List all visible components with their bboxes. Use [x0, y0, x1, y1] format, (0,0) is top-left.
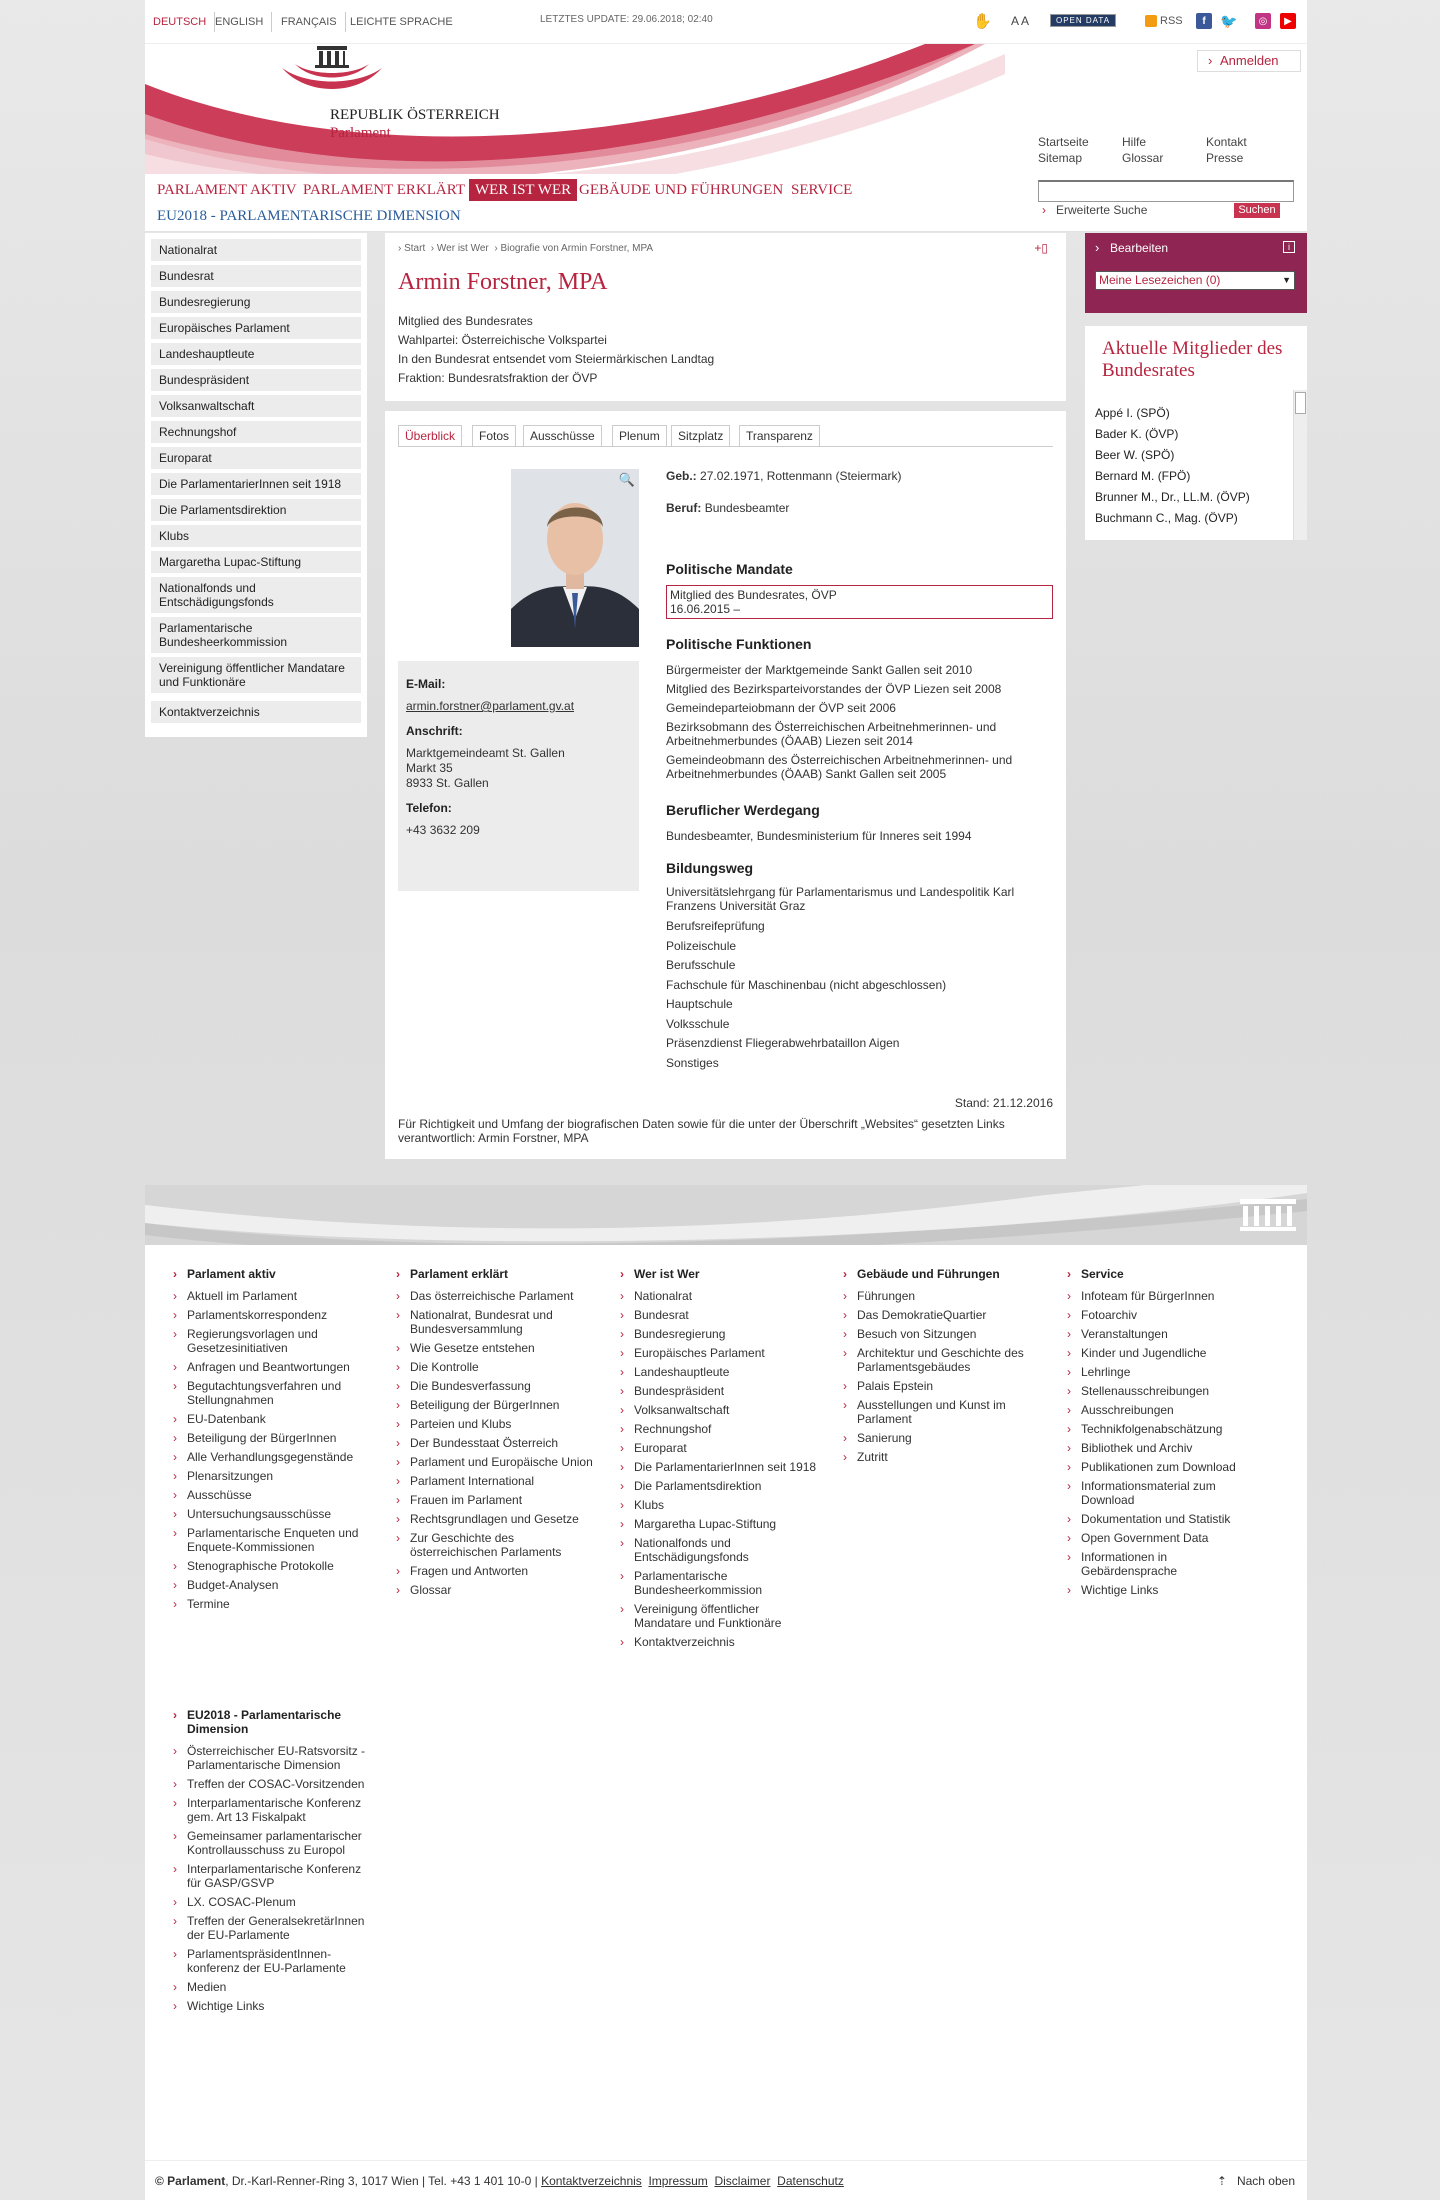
footer-link[interactable]: › Fotoarchiv: [1081, 1308, 1266, 1322]
member-item[interactable]: Brunner M., Dr., LL.M. (ÖVP): [1095, 490, 1250, 504]
hilfe-link[interactable]: Hilfe: [1122, 135, 1147, 149]
footer-link[interactable]: › Europäisches Parlament: [634, 1346, 819, 1360]
footer-link[interactable]: › Open Government Data: [1081, 1531, 1266, 1545]
sidebar-item-europarat[interactable]: Europarat: [151, 447, 361, 469]
profession-info: [666, 501, 1053, 515]
education-item-6: Hauptschule: [666, 997, 733, 1011]
footer-link[interactable]: › Aktuell im Parlament: [187, 1289, 372, 1303]
footer-link[interactable]: › Parlament und Europäische Union: [410, 1455, 595, 1469]
breadcrumb-current: Biografie von Armin Forstner, MPA: [500, 243, 654, 254]
sitemap-link[interactable]: Sitemap: [1038, 151, 1083, 165]
portrait-illustration: [511, 469, 639, 647]
birth-label: Geb.:: [666, 469, 697, 483]
footer-link[interactable]: › Medien: [187, 1980, 372, 1994]
breadcrumb: › Start › Wer ist Wer › Biografie von Armin Forstner, MPA: [398, 243, 654, 254]
copyright-brand: © Parlament: [155, 2174, 226, 2188]
education-item-7: Volksschule: [666, 1017, 730, 1031]
sidebar-item-bundesheerkommission[interactable]: Parlamentarische Bundesheerkommission: [151, 617, 361, 653]
footer-swoosh-graphic: [145, 1185, 1307, 1245]
footer-link[interactable]: › Parlamentskorrespondenz: [187, 1308, 372, 1322]
back-to-top-link[interactable]: [1217, 2161, 1295, 2200]
footer-link[interactable]: › Bundesregierung: [634, 1327, 819, 1341]
footer-link[interactable]: › Rechnungshof: [634, 1422, 819, 1436]
member-item[interactable]: Bernard M. (FPÖ): [1095, 469, 1191, 483]
education-item-3: Polizeischule: [666, 939, 737, 953]
footer-link[interactable]: › Beteiligung der BürgerInnen: [187, 1431, 372, 1445]
footer-link[interactable]: › Parlament International: [410, 1474, 595, 1488]
profession-value: Bundesbeamter: [704, 501, 790, 515]
footer-link[interactable]: › Ausschüsse: [187, 1488, 372, 1502]
footer-link[interactable]: › Begutachtungsverfahren und Stellungnahmen: [187, 1379, 372, 1407]
content-layer: [145, 0, 1307, 2200]
person-info-4: Fraktion: Bundesratsfraktion der ÖVP: [398, 371, 598, 385]
sidebar-item-landeshauptleute[interactable]: Landeshauptleute: [151, 343, 361, 365]
footer-link[interactable]: › Rechtsgrundlagen und Gesetze: [410, 1512, 595, 1526]
instagram-icon[interactable]: ◎: [1255, 13, 1271, 29]
footer-link[interactable]: › Die Bundesverfassung: [410, 1379, 595, 1393]
subnav-eu2018[interactable]: EU2018 - PARLAMENTARISCHE DIMENSION: [157, 208, 461, 224]
bookmarks-select[interactable]: [1095, 271, 1295, 290]
footer-link[interactable]: › Alle Verhandlungsgegenstände: [187, 1450, 372, 1464]
address-label: Anschrift:: [406, 724, 463, 738]
function-item-5: Gemeindeobmann des Österreichischen Arbeitnehmerinnen- und Arbeitnehmerbundes (ÖAAB) Sankt Gallen seit 2005: [666, 753, 1013, 781]
person-info-1: Mitglied des Bundesrates: [398, 314, 533, 328]
footer-link[interactable]: › Untersuchungsausschüsse: [187, 1507, 372, 1521]
footer-link[interactable]: › Parteien und Klubs: [410, 1417, 595, 1431]
footer-heading-wer[interactable]: › Wer ist Wer: [634, 1267, 819, 1281]
person-info-2: Wahlpartei: Österreichische Volkspartei: [398, 333, 607, 347]
function-item-3: Gemeindeparteiobmann der ÖVP seit 2006: [666, 701, 896, 715]
footer-link[interactable]: › Wichtige Links: [187, 1999, 372, 2013]
footer-link[interactable]: › Treffen der GeneralsekretärInnen der EU-Parlamente: [187, 1914, 372, 1942]
font-size-toggle[interactable]: A A: [1011, 14, 1030, 28]
footer-link[interactable]: › Die Parlamentsdirektion: [634, 1479, 819, 1493]
scroll-thumb[interactable]: [1295, 392, 1306, 414]
footer-link[interactable]: › Interparlamentarische Konferenz für GASP/GSVP: [187, 1862, 372, 1890]
advanced-search-label: Erweiterte Suche: [1056, 203, 1148, 217]
impressum-link[interactable]: Impressum: [648, 2174, 708, 2188]
footer-link[interactable]: › Stenographische Protokolle: [187, 1559, 372, 1573]
portrait-photo[interactable]: [511, 469, 639, 647]
member-item[interactable]: Buchmann C., Mag. (ÖVP): [1095, 511, 1238, 525]
address-line-1: Marktgemeindeamt St. Gallen: [406, 746, 565, 760]
footer-link[interactable]: › Die ParlamentarierInnen seit 1918: [634, 1460, 819, 1474]
nav-parlament-aktiv[interactable]: PARLAMENT AKTIV: [157, 182, 297, 198]
footer-heading-erklaert[interactable]: › Parlament erklärt: [410, 1267, 595, 1281]
footer-link[interactable]: › Ausschreibungen: [1081, 1403, 1266, 1417]
members-title: Aktuelle Mitglieder des Bundesrates: [1102, 338, 1283, 381]
sidebar-item-volksanwaltschaft[interactable]: Volksanwaltschaft: [151, 395, 361, 417]
footer: [145, 1245, 1307, 2160]
education-item-2: Berufsreifeprüfung: [666, 919, 765, 933]
chevron-right-icon: ›: [1208, 53, 1213, 68]
footer-link[interactable]: › Gemeinsamer parlamentarischer Kontrollausschuss zu Europol: [187, 1829, 372, 1857]
footer-link[interactable]: › Informationsmaterial zum Download: [1081, 1479, 1266, 1507]
lang-english[interactable]: ENGLISH: [207, 12, 272, 32]
kontaktverzeichnis-link[interactable]: Kontaktverzeichnis: [541, 2174, 642, 2188]
last-update: LETZTES UPDATE: 29.06.2018; 02:40: [540, 14, 713, 25]
profession-label: Beruf:: [666, 501, 702, 515]
logo-line1: REPUBLIK ÖSTERREICH: [330, 107, 500, 123]
open-data-badge[interactable]: OPEN DATA: [1050, 14, 1116, 27]
footer-link[interactable]: › Landeshauptleute: [634, 1365, 819, 1379]
birth-value: 27.02.1971, Rottenmann (Steiermark): [700, 469, 902, 483]
footer-col-parlament-erklaert: [410, 1267, 595, 1602]
footer-link[interactable]: › Wichtige Links: [1081, 1583, 1266, 1597]
logo-line2: Parlament: [330, 125, 391, 141]
biography-panel: [385, 411, 1066, 1159]
sidebar-item-europaeisches-parlament[interactable]: Europäisches Parlament: [151, 317, 361, 339]
kontakt-link[interactable]: Kontakt: [1206, 135, 1247, 149]
lang-leichte-sprache[interactable]: LEICHTE SPRACHE: [350, 16, 453, 28]
footer-link[interactable]: › Veranstaltungen: [1081, 1327, 1266, 1341]
footer-link[interactable]: › Palais Epstein: [857, 1379, 1042, 1393]
career-heading: Beruflicher Werdegang: [666, 802, 820, 818]
footer-link[interactable]: › Plenarsitzungen: [187, 1469, 372, 1483]
mandates-heading: Politische Mandate: [666, 561, 793, 577]
footer-link[interactable]: › Bundesrat: [634, 1308, 819, 1322]
footer-heading-aktiv[interactable]: › Parlament aktiv: [187, 1267, 372, 1281]
bottom-address: , Dr.-Karl-Renner-Ring 3, 1017 Wien | Tel. +43 1 401 10-0 |: [225, 2174, 538, 2188]
education-item-8: Präsenzdienst Fliegerabwehrbataillon Aigen: [666, 1036, 900, 1050]
footer-link[interactable]: › Vereinigung öffentlicher Mandatare und Funktionäre: [634, 1602, 819, 1630]
glossar-link[interactable]: Glossar: [1122, 151, 1164, 165]
footer-col-eu2018: [187, 1708, 372, 2018]
nav-parlament-erklaert[interactable]: PARLAMENT ERKLÄRT: [303, 182, 466, 198]
sidebar-item-rechnungshof[interactable]: Rechnungshof: [151, 421, 361, 443]
footer-link[interactable]: › Termine: [187, 1597, 372, 1611]
footer-banner: [145, 1185, 1307, 1245]
footer-link[interactable]: › Besuch von Sitzungen: [857, 1327, 1042, 1341]
person-info-3: In den Bundesrat entsendet vom Steiermärkischen Landtag: [398, 352, 715, 366]
education-item-4: Berufsschule: [666, 958, 736, 972]
arrow-up-icon: ⇡: [1216, 2174, 1227, 2188]
sidebar-item-vereinigung[interactable]: Vereinigung öffentlicher Mandatare und Funktionäre: [151, 657, 361, 693]
sidebar-item-parlamentsdirektion[interactable]: Die Parlamentsdirektion: [151, 499, 361, 521]
footer-link[interactable]: › Regierungsvorlagen und Gesetzesinitiativen: [187, 1327, 372, 1355]
twitter-icon[interactable]: 🐦: [1220, 12, 1238, 29]
members-list-panel: [1085, 326, 1307, 540]
datenschutz-link[interactable]: Datenschutz: [777, 2174, 844, 2188]
chevron-right-icon: ›: [1042, 203, 1046, 217]
sidebar-item-nationalrat[interactable]: Nationalrat: [151, 239, 361, 261]
footer-col-service: [1081, 1267, 1266, 1602]
youtube-icon[interactable]: ▶: [1280, 13, 1296, 29]
presse-link[interactable]: Presse: [1206, 151, 1244, 165]
footer-link[interactable]: › Parlamentarische Bundesheerkommission: [634, 1569, 819, 1597]
facebook-icon[interactable]: f: [1196, 13, 1212, 29]
footer-link[interactable]: › Zur Geschichte des österreichischen Parlaments: [410, 1531, 595, 1559]
footer-link[interactable]: › Frauen im Parlament: [410, 1493, 595, 1507]
search-button[interactable]: Suchen: [1234, 203, 1280, 218]
sidebar-item-nationalfonds[interactable]: Nationalfonds und Entschädigungsfonds: [151, 577, 361, 613]
disclaimer-link[interactable]: Disclaimer: [714, 2174, 771, 2188]
footer-link[interactable]: › Kinder und Jugendliche: [1081, 1346, 1266, 1360]
address-line-2: Markt 35: [406, 761, 453, 775]
lang-deutsch[interactable]: DEUTSCH: [145, 12, 215, 32]
info-icon[interactable]: i: [1283, 241, 1295, 253]
education-item-9: Sonstiges: [666, 1056, 719, 1070]
functions-heading: Politische Funktionen: [666, 636, 812, 652]
footer-link[interactable]: › Technikfolgenabschätzung: [1081, 1422, 1266, 1436]
footer-link[interactable]: › Lehrlinge: [1081, 1365, 1266, 1379]
left-sidebar: [145, 233, 367, 737]
footer-link[interactable]: › Budget-Analysen: [187, 1578, 372, 1592]
footer-link[interactable]: › Europarat: [634, 1441, 819, 1455]
footer-link[interactable]: › Wie Gesetze entstehen: [410, 1341, 595, 1355]
mandate-line-2: 16.06.2015 –: [670, 602, 741, 616]
stand-date: Stand: 21.12.2016: [954, 1096, 1053, 1110]
nav-wer-ist-wer[interactable]: WER IST WER: [469, 179, 577, 201]
function-item-1: Bürgermeister der Marktgemeinde Sankt Gallen seit 2010: [666, 663, 973, 677]
footer-link[interactable]: › Publikationen zum Download: [1081, 1460, 1266, 1474]
chevron-right-icon: ›: [1095, 240, 1100, 255]
address-line-3: 8933 St. Gallen: [406, 776, 489, 790]
function-item-2: Mitglied des Bezirksparteivorstandes der ÖVP Liezen seit 2008: [666, 682, 1002, 696]
footer-link[interactable]: › Dokumentation und Statistik: [1081, 1512, 1266, 1526]
birth-info: [666, 469, 1053, 483]
footer-col-gebaeude: [857, 1267, 1042, 1469]
footer-heading-service[interactable]: › Service: [1081, 1267, 1266, 1281]
mandate-line-1: Mitglied des Bundesrates, ÖVP: [670, 588, 837, 602]
footer-heading-gebaeude[interactable]: › Gebäude und Führungen: [857, 1267, 1042, 1281]
footer-link[interactable]: › Infoteam für BürgerInnen: [1081, 1289, 1266, 1303]
member-item[interactable]: Appé I. (SPÖ): [1095, 406, 1170, 420]
career-item-1: Bundesbeamter, Bundesministerium für Inneres seit 1994: [666, 829, 972, 843]
footer-link[interactable]: › Nationalrat, Bundesrat und Bundesversammlung: [410, 1308, 595, 1336]
footer-link[interactable]: › Ausstellungen und Kunst im Parlament: [857, 1398, 1042, 1426]
footer-link[interactable]: › Zutritt: [857, 1450, 1042, 1464]
email-link[interactable]: armin.forstner@parlament.gv.at: [406, 699, 575, 713]
mandate-box: [666, 585, 1053, 619]
tab-fotos[interactable]: Fotos: [472, 425, 516, 447]
bookmark-add-icon[interactable]: +▯: [1034, 241, 1048, 255]
back-to-top-label: Nach oben: [1236, 2174, 1295, 2188]
footer-link[interactable]: › Architektur und Geschichte des Parlamentsgebäudes: [857, 1346, 1042, 1374]
footer-link[interactable]: › Anfragen und Beantwortungen: [187, 1360, 372, 1374]
footer-link[interactable]: › Das DemokratieQuartier: [857, 1308, 1042, 1322]
sidebar-item-lupac-stiftung[interactable]: Margaretha Lupac-Stiftung: [151, 551, 361, 573]
footer-link[interactable]: › Österreichischer EU-Ratsvorsitz - Parlamentarische Dimension: [187, 1744, 372, 1772]
breadcrumb-wer-ist-wer[interactable]: Wer ist Wer: [436, 243, 489, 254]
function-item-4: Bezirksobmann des Österreichischen Arbeitnehmerinnen- und Arbeitnehmerbundes (ÖAAB) Liezen seit 2014: [666, 720, 997, 748]
footer-link[interactable]: › Volksanwaltschaft: [634, 1403, 819, 1417]
disclaimer-text: Für Richtigkeit und Umfang der biografischen Daten sowie für die unter der Überschrift „Websites“ gesetzten Links verantwortlich: Armin Forstner, MPA: [398, 1117, 1005, 1145]
bottom-bar: [145, 2160, 1307, 2200]
footer-link[interactable]: › Führungen: [857, 1289, 1042, 1303]
email-label: E-Mail:: [406, 677, 446, 691]
sidebar-item-kontaktverzeichnis[interactable]: Kontaktverzeichnis: [151, 701, 361, 723]
footer-link[interactable]: › EU-Datenbank: [187, 1412, 372, 1426]
contact-box: [398, 661, 639, 891]
startseite-link[interactable]: Startseite: [1038, 135, 1089, 149]
footer-link[interactable]: › Parlamentarische Enqueten und Enquete-Kommissionen: [187, 1526, 372, 1554]
sidebar-item-bundesrat[interactable]: Bundesrat: [151, 265, 361, 287]
education-item-5: Fachschule für Maschinenbau (nicht abgeschlossen): [666, 978, 947, 992]
footer-link[interactable]: › Die Kontrolle: [410, 1360, 595, 1374]
rss-label[interactable]: RSS: [1160, 15, 1183, 27]
tab-ausschuesse[interactable]: Ausschüsse: [523, 425, 602, 447]
footer-link[interactable]: › Bundespräsident: [634, 1384, 819, 1398]
tab-divider: [398, 446, 1053, 447]
tab-plenum[interactable]: Plenum: [612, 425, 667, 447]
education-item-1: Universitätslehrgang für Parlamentarismus und Landespolitik Karl Franzens Universität Graz: [666, 885, 1015, 913]
footer-link[interactable]: › Das österreichische Parlament: [410, 1289, 595, 1303]
lang-francais[interactable]: FRANÇAIS: [273, 12, 346, 32]
footer-link[interactable]: › Treffen der COSAC-Vorsitzenden: [187, 1777, 372, 1791]
members-scrollbar[interactable]: [1293, 390, 1307, 540]
profile-header: [385, 233, 1066, 401]
footer-link[interactable]: › Kontaktverzeichnis: [634, 1635, 819, 1649]
sidebar-item-bundesregierung[interactable]: Bundesregierung: [151, 291, 361, 313]
footer-link[interactable]: › ParlamentspräsidentInnen-konferenz der EU-Parlamente: [187, 1947, 372, 1975]
sidebar-item-parlamentarierinnen[interactable]: Die ParlamentarierInnen seit 1918: [151, 473, 361, 495]
footer-link[interactable]: › LX. COSAC-Plenum: [187, 1895, 372, 1909]
footer-link[interactable]: › Sanierung: [857, 1431, 1042, 1445]
footer-link[interactable]: › Nationalfonds und Entschädigungsfonds: [634, 1536, 819, 1564]
footer-link[interactable]: › Stellenausschreibungen: [1081, 1384, 1266, 1398]
edit-label[interactable]: Bearbeiten: [1110, 241, 1169, 255]
footer-link[interactable]: › Klubs: [634, 1498, 819, 1512]
footer-heading-eu[interactable]: › EU2018 - Parlamentarische Dimension: [187, 1708, 372, 1736]
phone: +43 3632 209: [406, 823, 480, 837]
member-item[interactable]: Beer W. (SPÖ): [1095, 448, 1175, 462]
sidebar-item-klubs[interactable]: Klubs: [151, 525, 361, 547]
footer-link[interactable]: › Beteiligung der BürgerInnen: [410, 1398, 595, 1412]
dropdown-arrow-icon: ▼: [1282, 275, 1291, 285]
nav-gebaeude-fuehrungen[interactable]: GEBÄUDE UND FÜHRUNGEN: [579, 182, 784, 198]
tab-sitzplatz[interactable]: Sitzplatz: [671, 425, 730, 447]
tab-ueberblick[interactable]: Überblick: [398, 425, 462, 447]
sidebar-item-bundespraesident[interactable]: Bundespräsident: [151, 369, 361, 391]
zoom-icon[interactable]: 🔍: [618, 472, 635, 487]
bookmarks-select-value: Meine Lesezeichen (0): [1099, 273, 1221, 287]
footer-col-parlament-aktiv: [187, 1267, 372, 1616]
footer-col-wer-ist-wer: [634, 1267, 819, 1654]
footer-link[interactable]: › Margaretha Lupac-Stiftung: [634, 1517, 819, 1531]
sign-language-icon[interactable]: ✋: [973, 13, 992, 30]
footer-link[interactable]: › Fragen und Antworten: [410, 1564, 595, 1578]
login-label: Anmelden: [1220, 53, 1279, 68]
education-heading: Bildungsweg: [666, 860, 754, 876]
breadcrumb-start[interactable]: Start: [404, 243, 426, 254]
phone-label: Telefon:: [406, 801, 452, 815]
footer-link[interactable]: › Bibliothek und Archiv: [1081, 1441, 1266, 1455]
edit-panel: [1085, 233, 1307, 313]
footer-link[interactable]: › Informationen in Gebärdensprache: [1081, 1550, 1266, 1578]
footer-link[interactable]: › Glossar: [410, 1583, 595, 1597]
address: [406, 746, 631, 791]
footer-link[interactable]: › Interparlamentarische Konferenz gem. Art 13 Fiskalpakt: [187, 1796, 372, 1824]
footer-link[interactable]: › Nationalrat: [634, 1289, 819, 1303]
tab-transparenz[interactable]: Transparenz: [739, 425, 820, 447]
page-title: Armin Forstner, MPA: [398, 269, 608, 295]
member-item[interactable]: Bader K. (ÖVP): [1095, 427, 1179, 441]
nav-service[interactable]: SERVICE: [791, 182, 853, 198]
footer-link[interactable]: › Der Bundesstaat Österreich: [410, 1436, 595, 1450]
